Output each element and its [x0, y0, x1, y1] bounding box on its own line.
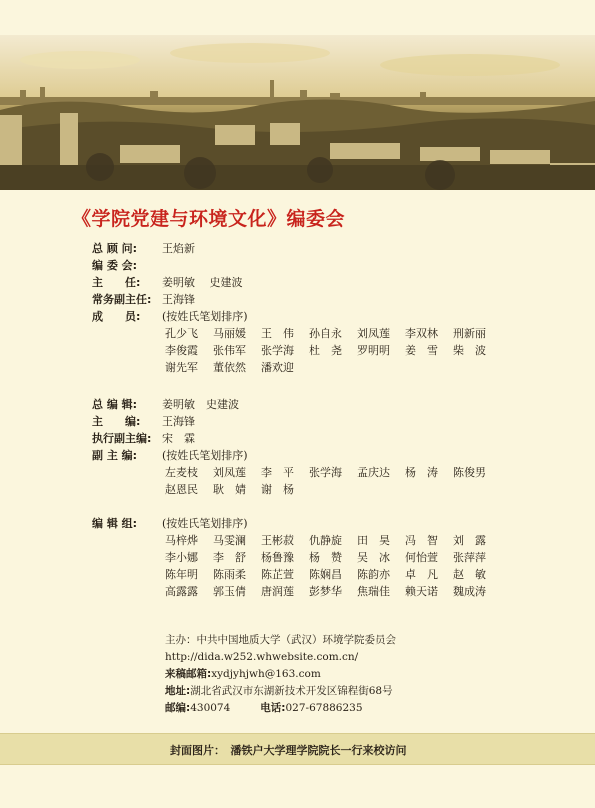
group-row — [92, 515, 248, 532]
member-name: 赵 敏 — [453, 568, 486, 581]
member-name: 孔少飞 — [165, 327, 198, 340]
address-value: 湖北省武汉市东湖新技术开发区锦程街68号 — [190, 685, 393, 697]
member-name: 杜 尧 — [309, 344, 342, 357]
member-name: 马丽媛 — [213, 327, 246, 340]
campus-panorama-photo — [0, 35, 595, 190]
member-name: 孟庆达 — [357, 466, 390, 479]
row-value: 姜明敏 史建波 — [162, 276, 243, 289]
row-value: (按姓氏笔划排序) — [162, 449, 248, 462]
email-label: 来稿邮箱: — [165, 668, 212, 680]
member-name: 李双林 — [405, 327, 438, 340]
member-name: 刘凤莲 — [357, 327, 390, 340]
member-name: 仇静旋 — [309, 534, 342, 547]
member-name: 王彬菽 — [261, 534, 294, 547]
row-label: 成 员: — [92, 310, 141, 323]
member-name: 谢先军 — [165, 361, 198, 374]
member-name: 杨鲁豫 — [261, 551, 294, 564]
member-name: 卓 凡 — [405, 568, 438, 581]
member-name: 彭梦华 — [309, 585, 342, 598]
member-name: 杨 赞 — [309, 551, 342, 564]
member-name: 吴 冰 — [357, 551, 390, 564]
name-row — [165, 359, 501, 376]
member-name: 陈娴昌 — [309, 568, 342, 581]
member-name: 姜 雪 — [405, 344, 438, 357]
row-label: 主 编: — [92, 415, 141, 428]
contact-info — [165, 632, 396, 717]
editorial-row — [92, 396, 248, 413]
member-name: 田 昊 — [357, 534, 390, 547]
committee-row — [92, 274, 248, 291]
member-name: 何怡萱 — [405, 551, 438, 564]
editorial-row — [92, 430, 248, 447]
member-name: 杨 涛 — [405, 466, 438, 479]
member-name: 陈俊男 — [453, 466, 486, 479]
member-name: 潘欢迎 — [261, 361, 294, 374]
row-value: 姜明敏 史建波 — [162, 398, 239, 411]
row-label: 总 编 辑: — [92, 398, 138, 411]
member-name: 李 平 — [261, 466, 294, 479]
member-name: 李俊霞 — [165, 344, 198, 357]
member-name: 高露露 — [165, 585, 198, 598]
member-name: 陈雨柔 — [213, 568, 246, 581]
name-row — [165, 464, 501, 481]
name-row — [165, 325, 501, 342]
address-label: 地址: — [165, 685, 191, 697]
member-name: 魏成涛 — [453, 585, 486, 598]
member-name: 张学海 — [309, 466, 342, 479]
row-label: 总 顾 问: — [92, 242, 138, 255]
editorial-row — [92, 413, 248, 430]
member-name: 谢 杨 — [261, 483, 294, 496]
committee-row — [92, 291, 248, 308]
row-label: 编 委 会: — [92, 259, 138, 272]
row-label: 编 辑 组: — [92, 517, 138, 530]
member-name: 孙自永 — [309, 327, 342, 340]
row-value: (按姓氏笔划排序) — [162, 310, 248, 323]
address-line — [165, 683, 396, 700]
row-label: 执行副主编: — [92, 432, 152, 445]
committee-row — [92, 257, 248, 274]
postcode-label: 邮编: — [165, 702, 191, 714]
member-name: 刘 露 — [453, 534, 486, 547]
member-name: 罗明明 — [357, 344, 390, 357]
phone-label: 电话: — [260, 702, 286, 714]
row-value: 王海锋 — [162, 293, 195, 306]
cover-caption-band — [0, 733, 595, 765]
member-name: 董依然 — [213, 361, 246, 374]
top-margin — [0, 0, 595, 35]
name-row — [165, 342, 501, 359]
editing-group-section — [92, 515, 248, 532]
row-value: (按姓氏笔划排序) — [162, 517, 248, 530]
member-name: 张萍萍 — [453, 551, 486, 564]
member-name: 唐润莲 — [261, 585, 294, 598]
member-name: 焦瑞佳 — [357, 585, 390, 598]
name-row — [165, 481, 501, 498]
sponsor-line: 主办：中共中国地质大学（武汉）环境学院委员会 — [165, 634, 396, 646]
row-label: 常务副主任: — [92, 293, 152, 306]
member-name: 陈年明 — [165, 568, 198, 581]
member-name: 郭玉倩 — [213, 585, 246, 598]
member-name: 张学海 — [261, 344, 294, 357]
member-name: 刑新丽 — [453, 327, 486, 340]
member-name: 左麦枝 — [165, 466, 198, 479]
committee-section — [92, 240, 248, 325]
row-label: 副 主 编: — [92, 449, 138, 462]
name-row — [165, 566, 501, 583]
editing-group-members — [165, 532, 501, 600]
committee-members — [165, 325, 501, 376]
editorial-section — [92, 396, 248, 464]
postcode-phone-line — [165, 700, 396, 717]
name-row — [165, 532, 501, 549]
postcode-value: 430074 — [190, 702, 231, 714]
member-name: 赖天诺 — [405, 585, 438, 598]
name-row — [165, 549, 501, 566]
row-value: 王焰新 — [162, 242, 195, 255]
member-name: 李 舒 — [213, 551, 246, 564]
email-link[interactable]: xydjyhjwh@163.com — [211, 668, 321, 680]
phone-value: 027-67886235 — [285, 702, 363, 714]
cover-caption: 封面图片： 潘铁户大学理学院院长一行来校访问 — [170, 744, 407, 757]
page-title: 《学院党建与环境文化》编委会 — [72, 208, 346, 230]
member-name: 赵恩民 — [165, 483, 198, 496]
member-name: 张伟军 — [213, 344, 246, 357]
member-name: 马梓烨 — [165, 534, 198, 547]
member-name: 陈芷萱 — [261, 568, 294, 581]
committee-row — [92, 308, 248, 325]
name-row — [165, 583, 501, 600]
member-name: 冯 智 — [405, 534, 438, 547]
committee-row — [92, 240, 248, 257]
row-value: 王海锋 — [162, 415, 195, 428]
member-name: 李小娜 — [165, 551, 198, 564]
email-line — [165, 666, 396, 683]
website-link[interactable]: http://dida.w252.whwebsite.com.cn/ — [165, 651, 359, 663]
editorial-row — [92, 447, 248, 464]
member-name: 王 伟 — [261, 327, 294, 340]
row-label: 主 任: — [92, 276, 141, 289]
row-value: 宋 霖 — [162, 432, 195, 445]
deputy-editors — [165, 464, 501, 498]
member-name: 耿 婧 — [213, 483, 246, 496]
member-name: 马雯澜 — [213, 534, 246, 547]
member-name: 陈韵亦 — [357, 568, 390, 581]
member-name: 刘凤莲 — [213, 466, 246, 479]
member-name: 柴 波 — [453, 344, 486, 357]
